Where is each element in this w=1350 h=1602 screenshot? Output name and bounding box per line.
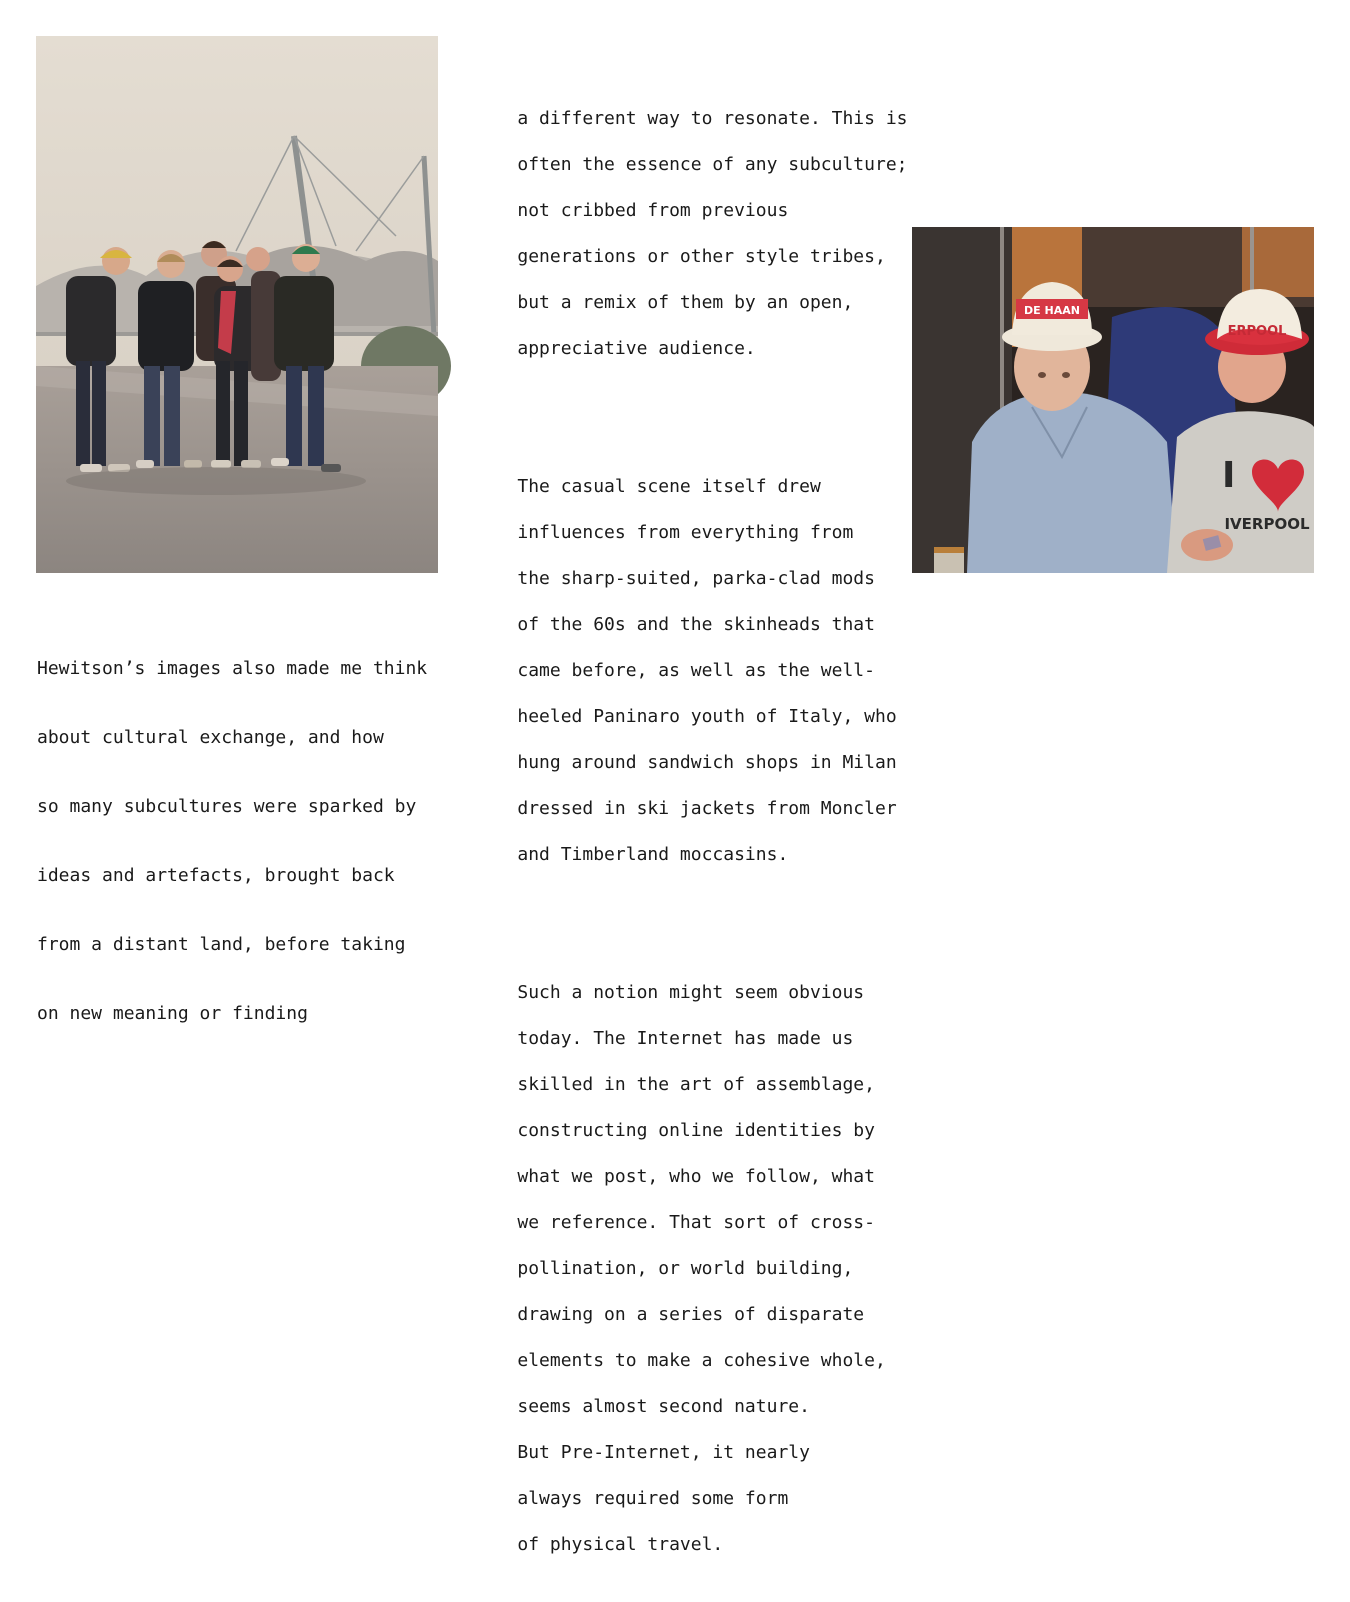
text-line: drawing on a series of disparate	[517, 1304, 865, 1325]
hat-right-text: ERPOOL	[1227, 324, 1287, 339]
text-line: The casual scene itself drew	[517, 476, 821, 497]
text-line: always required some form	[517, 1488, 789, 1509]
text-line: of physical travel.	[517, 1534, 724, 1555]
text-line: seems almost second nature.	[517, 1396, 810, 1417]
text-line: skilled in the art of assemblage,	[517, 1074, 875, 1095]
text-line: constructing online identities by	[517, 1120, 875, 1141]
paragraph	[474, 452, 908, 889]
two-men-in-bucket-hats-photo	[912, 227, 1314, 573]
text-line: influences from everything from	[517, 522, 854, 543]
text-line: dressed in ski jackets from Moncler	[517, 798, 897, 819]
text-line: of the 60s and the skinheads that	[517, 614, 875, 635]
paragraph	[474, 958, 908, 1579]
text-line: came before, as well as the well-	[517, 660, 875, 681]
text-line: appreciative audience.	[517, 338, 756, 359]
text-line: so many subcultures were sparked by	[37, 796, 417, 817]
text-line: ideas and artefacts, brought back	[37, 865, 395, 886]
middle-column-text	[474, 38, 908, 1602]
text-line: on new meaning or finding	[37, 1003, 308, 1024]
text-line: we reference. That sort of cross-	[517, 1212, 875, 1233]
text-line: not cribbed from previous	[517, 200, 789, 221]
text-line: but a remix of them by an open,	[517, 292, 854, 313]
text-line: Such a notion might seem obvious	[517, 982, 865, 1003]
text-line: elements to make a cohesive whole,	[517, 1350, 886, 1371]
text-line: pollination, or world building,	[517, 1258, 854, 1279]
text-line: often the essence of any subculture;	[517, 154, 908, 175]
text-line: generations or other style tribes,	[517, 246, 886, 267]
group-of-young-men-photo	[36, 36, 438, 573]
svg-text:I: I	[1222, 455, 1236, 496]
left-column-text	[37, 611, 427, 1048]
text-line: from a distant land, before taking	[37, 934, 406, 955]
text-line: today. The Internet has made us	[517, 1028, 854, 1049]
text-line: about cultural exchange, and how	[37, 727, 384, 748]
text-line: heeled Paninaro youth of Italy, who	[517, 706, 897, 727]
text-line: and Timberland moccasins.	[517, 844, 789, 865]
text-line: But Pre-Internet, it nearly	[517, 1442, 810, 1463]
text-line: what we post, who we follow, what	[517, 1166, 875, 1187]
paragraph	[474, 84, 908, 383]
text-line: hung around sandwich shops in Milan	[517, 752, 897, 773]
shirt-text: IVERPOOL	[1224, 515, 1310, 533]
text-line: Hewitson’s images also made me think	[37, 658, 428, 679]
hat-left-text: DE HAAN	[1024, 304, 1080, 317]
text-line: the sharp-suited, parka-clad mods	[517, 568, 875, 589]
text-line: a different way to resonate. This is	[517, 108, 908, 129]
